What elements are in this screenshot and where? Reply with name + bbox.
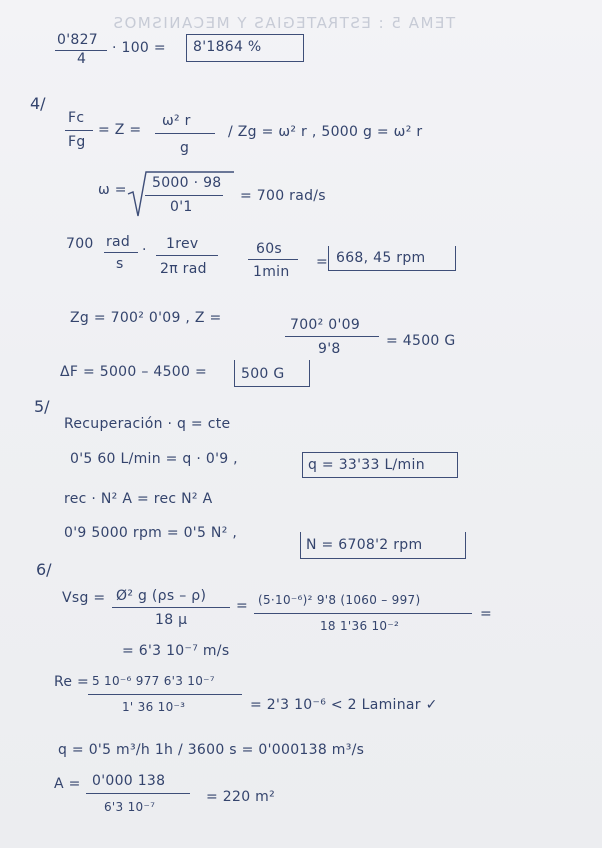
- re-denominator: 1' 36 10⁻³: [122, 700, 186, 714]
- bleed-through-text: TEMA 5 : ESTRATEGIAS Y MECANISMOS: [112, 14, 456, 32]
- conv-s: s: [116, 256, 124, 272]
- conv-rev-bar: [156, 255, 218, 256]
- conv-1min: 1min: [253, 264, 290, 280]
- a-bar: [86, 793, 190, 794]
- q5-line3: 0'9 5000 rpm = 0'5 N² ,: [64, 525, 238, 541]
- a-denominator: 6'3 10⁻⁷: [104, 800, 156, 814]
- conv-700: 700: [66, 236, 94, 252]
- q5-result3: N = 6708'2 rpm: [306, 537, 423, 553]
- omega-result: = 700 rad/s: [240, 188, 326, 204]
- a-lhs: A =: [54, 776, 81, 792]
- question-4-label: 4/: [30, 94, 46, 113]
- question-5-label: 5/: [34, 397, 50, 416]
- top-times-100: · 100 =: [112, 40, 166, 56]
- eq1-rest: / Zg = ω² r , 5000 g = ω² r: [228, 124, 423, 140]
- fc-fg-bar: [65, 130, 93, 131]
- q5-result1: q = 33'33 L/min: [308, 457, 425, 473]
- omega-numerator: 5000 · 98: [152, 175, 222, 191]
- top-fraction-denominator: 4: [77, 51, 87, 67]
- re-numerator: 5 10⁻⁶ 977 6'3 10⁻⁷: [92, 674, 215, 688]
- re-lhs: Re =: [54, 674, 90, 690]
- z-denominator: 9'8: [318, 341, 341, 357]
- vsg-numerator2: (5·10⁻⁶)² 9'8 (1060 – 997): [258, 593, 421, 607]
- a-numerator: 0'000 138: [92, 773, 166, 789]
- conv-rad-bar: [104, 252, 138, 253]
- question-6-label: 6/: [36, 560, 52, 579]
- conv-result: 668, 45 rpm: [336, 250, 426, 266]
- eq1-mid: = Z =: [98, 122, 142, 138]
- conv-rad: rad: [106, 234, 131, 250]
- vsg-numerator: Ø² g (ρs – ρ): [116, 588, 207, 604]
- conv-2pi: 2π rad: [160, 261, 207, 277]
- q5-line2: rec · N² A = rec N² A: [64, 491, 213, 507]
- z-result: = 4500 G: [386, 333, 456, 349]
- a-result: = 220 m²: [206, 789, 276, 805]
- conv-equals: =: [316, 254, 329, 270]
- z-numerator: 700² 0'09: [290, 317, 361, 333]
- vsg-denominator: 18 μ: [155, 612, 188, 628]
- recuperacion-line: Recuperación · q = cte: [64, 416, 231, 432]
- w2r-bar: [155, 133, 215, 134]
- conv-60s: 60s: [256, 241, 283, 257]
- conv-60s-bar: [248, 259, 298, 260]
- fc-symbol: Fc: [68, 110, 85, 126]
- top-fraction-numerator: 0'827: [57, 32, 98, 48]
- vsg-result: = 6'3 10⁻⁷ m/s: [122, 643, 230, 659]
- vsg-equals: =: [236, 598, 249, 614]
- fg-symbol: Fg: [68, 134, 86, 150]
- vsg-bar: [112, 607, 230, 608]
- re-result: = 2'3 10⁻⁶ < 2 Laminar ✓: [250, 697, 438, 713]
- vsg-equals2: =: [480, 606, 493, 622]
- q-line: q = 0'5 m³/h 1h / 3600 s = 0'000138 m³/s: [58, 742, 365, 758]
- z-bar: [285, 336, 379, 337]
- vsg-denominator2: 18 1'36 10⁻²: [320, 619, 400, 633]
- conv-dot: ·: [142, 242, 147, 258]
- omega-denominator: 0'1: [170, 199, 193, 215]
- omega-bar: [145, 195, 223, 196]
- omega-lhs: ω =: [98, 182, 127, 198]
- w2r-numerator: ω² r: [162, 113, 191, 129]
- vsg-bar2: [254, 613, 472, 614]
- conv-rev: 1rev: [166, 236, 199, 252]
- q5-line1: 0'5 60 L/min = q · 0'9 ,: [70, 451, 238, 467]
- g-denominator: g: [180, 140, 190, 156]
- delta-f-result: 500 G: [241, 366, 285, 382]
- zg-line: Zg = 700² 0'09 , Z =: [70, 310, 222, 326]
- top-result: 8'1864 %: [193, 39, 262, 55]
- delta-f-line: ΔF = 5000 – 4500 =: [60, 364, 207, 380]
- vsg-lhs: Vsg =: [62, 590, 106, 606]
- re-bar: [88, 694, 242, 695]
